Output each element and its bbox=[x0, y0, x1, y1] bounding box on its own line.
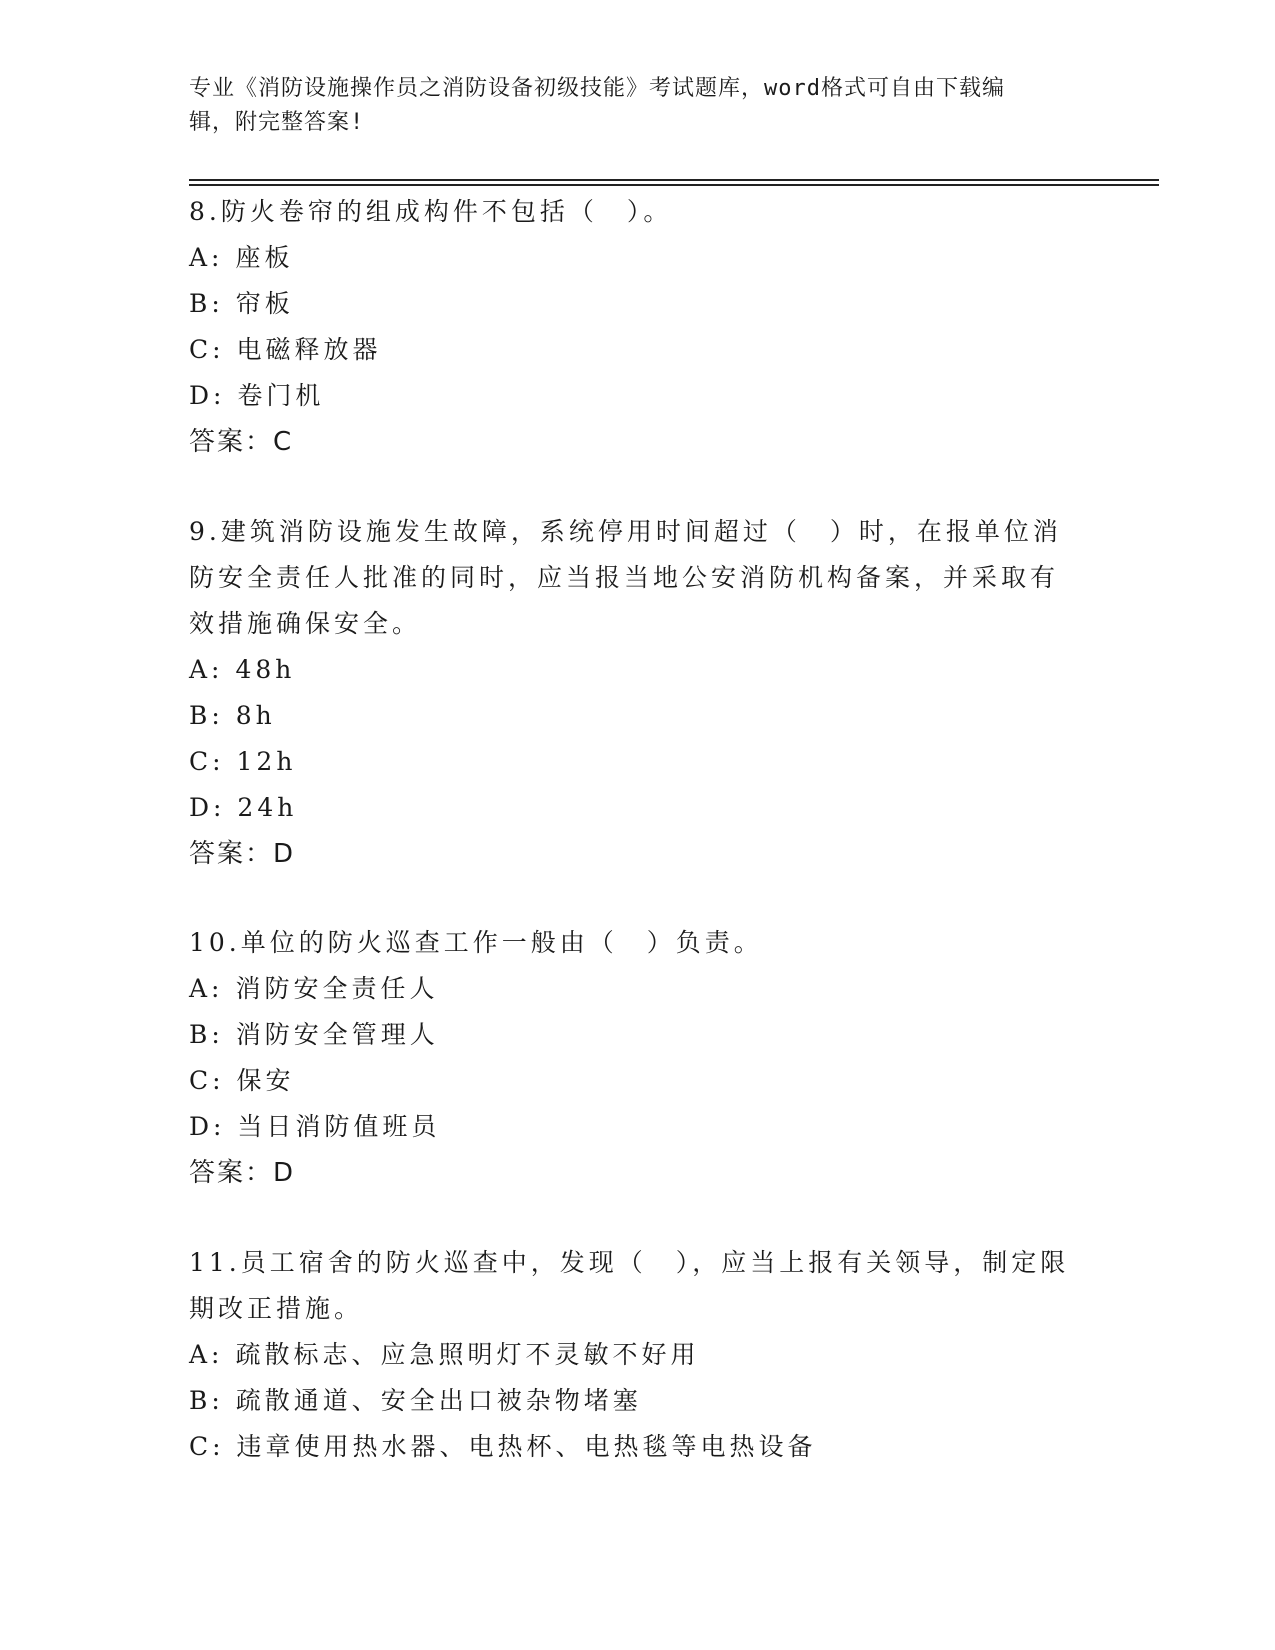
option-letter: A: bbox=[189, 243, 224, 272]
option-letter: C: bbox=[189, 747, 225, 776]
option-c bbox=[189, 739, 1089, 785]
option-a bbox=[189, 1332, 1089, 1378]
option-c bbox=[189, 1058, 1089, 1104]
option-text: 违章使用热水器、电热杯、电热毯等电热设备 bbox=[236, 1432, 817, 1461]
option-c bbox=[189, 327, 1089, 373]
option-text: 疏散通道、安全出口被杂物堵塞 bbox=[235, 1386, 642, 1415]
option-text: 48h bbox=[235, 655, 296, 684]
option-text: 卷门机 bbox=[237, 381, 325, 410]
option-d bbox=[189, 785, 1089, 831]
option-a bbox=[189, 966, 1089, 1012]
option-b bbox=[189, 1012, 1089, 1058]
stem-line: 11.员工宿舍的防火巡查中，发现（ ），应当上报有关领导，制定限 bbox=[189, 1248, 1070, 1277]
option-text: 消防安全责任人 bbox=[235, 974, 439, 1003]
option-b bbox=[189, 1378, 1089, 1424]
answer-line: 答案：D bbox=[189, 839, 296, 869]
answer-line: 答案：C bbox=[189, 427, 294, 457]
stem-line: 防安全责任人批准的同时，应当报当地公安消防机构备案，并采取有 bbox=[189, 563, 1060, 592]
question-11 bbox=[189, 1240, 1089, 1470]
option-text: 帘板 bbox=[235, 289, 294, 318]
option-text: 消防安全管理人 bbox=[235, 1020, 439, 1049]
option-a bbox=[189, 235, 1089, 281]
header-divider-bottom bbox=[189, 184, 1159, 186]
option-letter: A: bbox=[189, 1340, 224, 1369]
option-text: 当日消防值班员 bbox=[237, 1112, 441, 1141]
option-letter: D: bbox=[189, 381, 226, 410]
stem-line: 效措施确保安全。 bbox=[189, 609, 422, 638]
question-9 bbox=[189, 509, 1089, 877]
stem-line: 期改正措施。 bbox=[189, 1294, 364, 1323]
option-d bbox=[189, 373, 1089, 419]
header-line-2: 辑，附完整答案! bbox=[189, 110, 365, 135]
option-c bbox=[189, 1424, 1089, 1470]
option-b bbox=[189, 693, 1089, 739]
option-letter: A: bbox=[189, 655, 224, 684]
option-letter: B: bbox=[189, 1020, 224, 1049]
option-text: 电磁释放器 bbox=[236, 335, 382, 364]
stem-line: 10.单位的防火巡查工作一般由（ ）负责。 bbox=[189, 928, 763, 957]
question-8 bbox=[189, 189, 1089, 465]
document-header bbox=[189, 72, 1089, 140]
option-text: 12h bbox=[236, 747, 297, 776]
header-line-1: 专业《消防设施操作员之消防设备初级技能》考试题库，word格式可自由下载编 bbox=[189, 76, 1005, 101]
question-stem bbox=[189, 1240, 1089, 1332]
option-text: 24h bbox=[237, 793, 298, 822]
answer-line: 答案：D bbox=[189, 1158, 296, 1188]
stem-line: 9.建筑消防设施发生故障，系统停用时间超过（ ）时，在报单位消 bbox=[189, 517, 1062, 546]
question-stem bbox=[189, 920, 1089, 966]
option-letter: D: bbox=[189, 793, 226, 822]
option-text: 8h bbox=[235, 701, 276, 730]
question-10 bbox=[189, 920, 1089, 1196]
question-stem bbox=[189, 189, 1089, 235]
option-b bbox=[189, 281, 1089, 327]
option-letter: B: bbox=[189, 701, 224, 730]
option-letter: C: bbox=[189, 1066, 225, 1095]
option-text: 疏散标志、应急照明灯不灵敏不好用 bbox=[235, 1340, 700, 1369]
option-letter: C: bbox=[189, 1432, 225, 1461]
option-text: 保安 bbox=[236, 1066, 295, 1095]
stem-line: 8.防火卷帘的组成构件不包括（ ）。 bbox=[189, 197, 673, 226]
option-a bbox=[189, 647, 1089, 693]
option-letter: D: bbox=[189, 1112, 226, 1141]
option-d bbox=[189, 1104, 1089, 1150]
option-letter: C: bbox=[189, 335, 225, 364]
option-letter: B: bbox=[189, 289, 224, 318]
option-letter: B: bbox=[189, 1386, 224, 1415]
question-stem bbox=[189, 509, 1089, 647]
option-text: 座板 bbox=[235, 243, 294, 272]
header-divider-top bbox=[189, 179, 1159, 181]
option-letter: A: bbox=[189, 974, 224, 1003]
